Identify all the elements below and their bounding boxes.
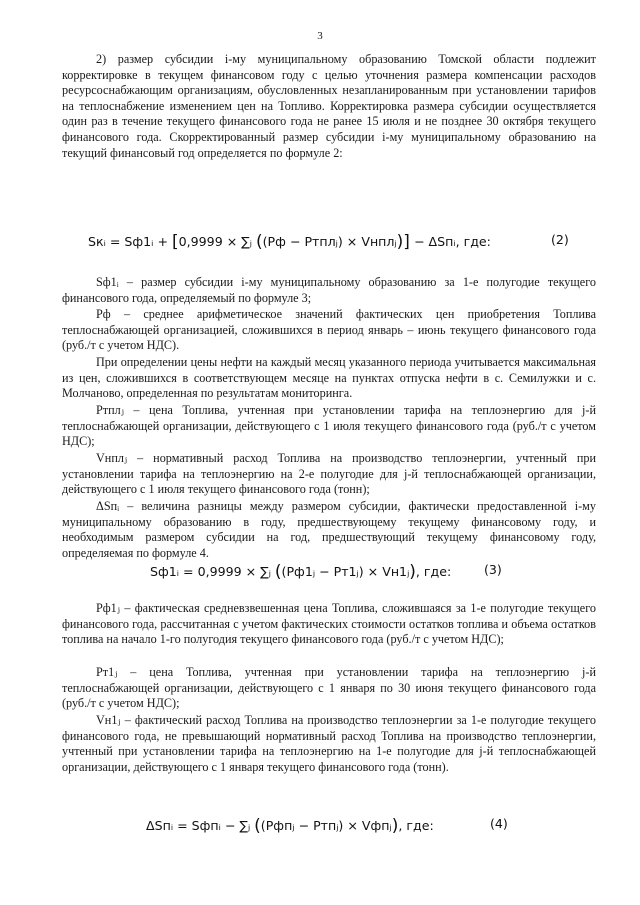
definition-pt1: Pт1ⱼ – цена Топлива, учтенная при установлении тарифа на теплоэнергию j-й теплоснабжающей организации, действующего с 1 января по 30 июня текущего финансового года (руб./т с учетом НДС); bbox=[62, 665, 596, 711]
formula-2-tail: − ΔSпᵢ, где: bbox=[409, 234, 491, 249]
formula-3-lhs: Sф1ᵢ = 0,9999 × ∑ⱼ bbox=[150, 564, 275, 579]
formula-2-inner: (Pф − Pтплⱼ) × Vнплⱼ bbox=[262, 234, 397, 249]
formula-3-tail: , где: bbox=[415, 564, 452, 579]
definition-pf1: Pф1ⱼ – фактическая средневзвешенная цена Топлива, сложившаяся за 1-е полугодие текущего финансового года, рассчитанная с учетом фактических стоимости остатков топлива и объема остатков топлива на начало 1-го полугодия текущего финансового года (руб./т с учетом НДС); bbox=[62, 601, 596, 647]
definition-pf: Pф – среднее арифметическое значений фактических цен приобретения Топлива теплоснабжающей организацией, сложившихся в период январь – июнь текущего финансового года (руб./т с учетом НДС). bbox=[62, 307, 596, 353]
formula-4-number: (4) bbox=[490, 816, 508, 831]
definition-sf1: Sф1ᵢ – размер субсидии i-му муниципальному образованию за 1-е полугодие текущего финансового года, определяемый по формуле 3; bbox=[62, 275, 596, 305]
definition-ptpl: Pтплⱼ – цена Топлива, учтенная при установлении тарифа на теплоэнергию для j-й теплоснабжающей организации, действующего с 1 июля текущего финансового года (руб./т с учетом НДС); bbox=[62, 403, 596, 449]
paragraph-intro: 2) размер субсидии i-му муниципальному образованию Томской области подлежит корректировке в текущем финансовом году с целью уточнения размера компенсации расходов ресурсоснабжающим организациям, обусловленных незапланированным при установлении тарифов на теплоснабжение изменением цен на Топливо. Корректировка размера субсидии осуществляется один раз в течение текущего финансового года не ранее 15 июля и не позднее 30 октября текущего финансового года. Скорректированный размер субсидии i-му муниципальному образованию на текущий финансовый год определяется по формуле 2: bbox=[62, 52, 596, 160]
formula-4: ΔSпᵢ = Sфпᵢ − ∑ⱼ ((Pфпⱼ − Pтпⱼ) × Vфпⱼ), где: bbox=[146, 816, 434, 836]
page-number: 3 bbox=[317, 30, 323, 42]
definition-oil-price: При определении цены нефти на каждый месяц указанного периода учитывается максимальная из цен, сложившихся в соответствующем месяце на пунктах отпуска нефти в с. Семилужки и с. Молчаново, определенная по результатам мониторинга. bbox=[62, 355, 596, 401]
formula-2: Sкᵢ = Sф1ᵢ + [0,9999 × ∑ⱼ ((Pф − Pтплⱼ) × Vнплⱼ)] − ΔSпᵢ, где: bbox=[88, 232, 491, 252]
formula-3-inner: (Pф1ⱼ − Pт1ⱼ) × Vн1ⱼ bbox=[281, 564, 410, 579]
definition-vnpl: Vнплⱼ – нормативный расход Топлива на производство теплоэнергии, учтенный при установлении тарифа на теплоэнергию на 2-е полугодие для j-й теплоснабжающей организации, действующего с 1 июля текущего финансового года (тонн); bbox=[62, 451, 596, 497]
formula-2-number: (2) bbox=[551, 232, 569, 247]
formula-4-tail: , где: bbox=[398, 818, 434, 833]
formula-2-lhs: Sкᵢ = Sф1ᵢ + bbox=[88, 234, 172, 249]
formula-4-lhs: ΔSпᵢ = Sфпᵢ − ∑ⱼ bbox=[146, 818, 255, 833]
formula-2-body: 0,9999 × ∑ⱼ bbox=[178, 234, 256, 249]
definition-vn1: Vн1ⱼ – фактический расход Топлива на производство теплоэнергии за 1-е полугодие текущего финансового года, не превышающий нормативный расход Топлива на производство теплоэнергии, учтенный при установлении тарифа на теплоэнергию на 1-е полугодие для j-й теплоснабжающей организации, действующего с 1 января текущего финансового года (тонн). bbox=[62, 713, 596, 774]
formula-4-inner: (Pфпⱼ − Pтпⱼ) × Vфпⱼ bbox=[260, 818, 392, 833]
formula-3: Sф1ᵢ = 0,9999 × ∑ⱼ ((Pф1ⱼ − Pт1ⱼ) × Vн1ⱼ), где: bbox=[150, 562, 452, 582]
formula-3-number: (3) bbox=[484, 562, 502, 577]
definition-dsp: ΔSпᵢ – величина разницы между размером субсидии, фактически предоставленной i-му муниципальному образованию в году, предшествующему текущему финансовому году, и необходимым размером субсидии на год, предшествующий текущему финансовому году, определяемая по формуле 4. bbox=[62, 499, 596, 560]
